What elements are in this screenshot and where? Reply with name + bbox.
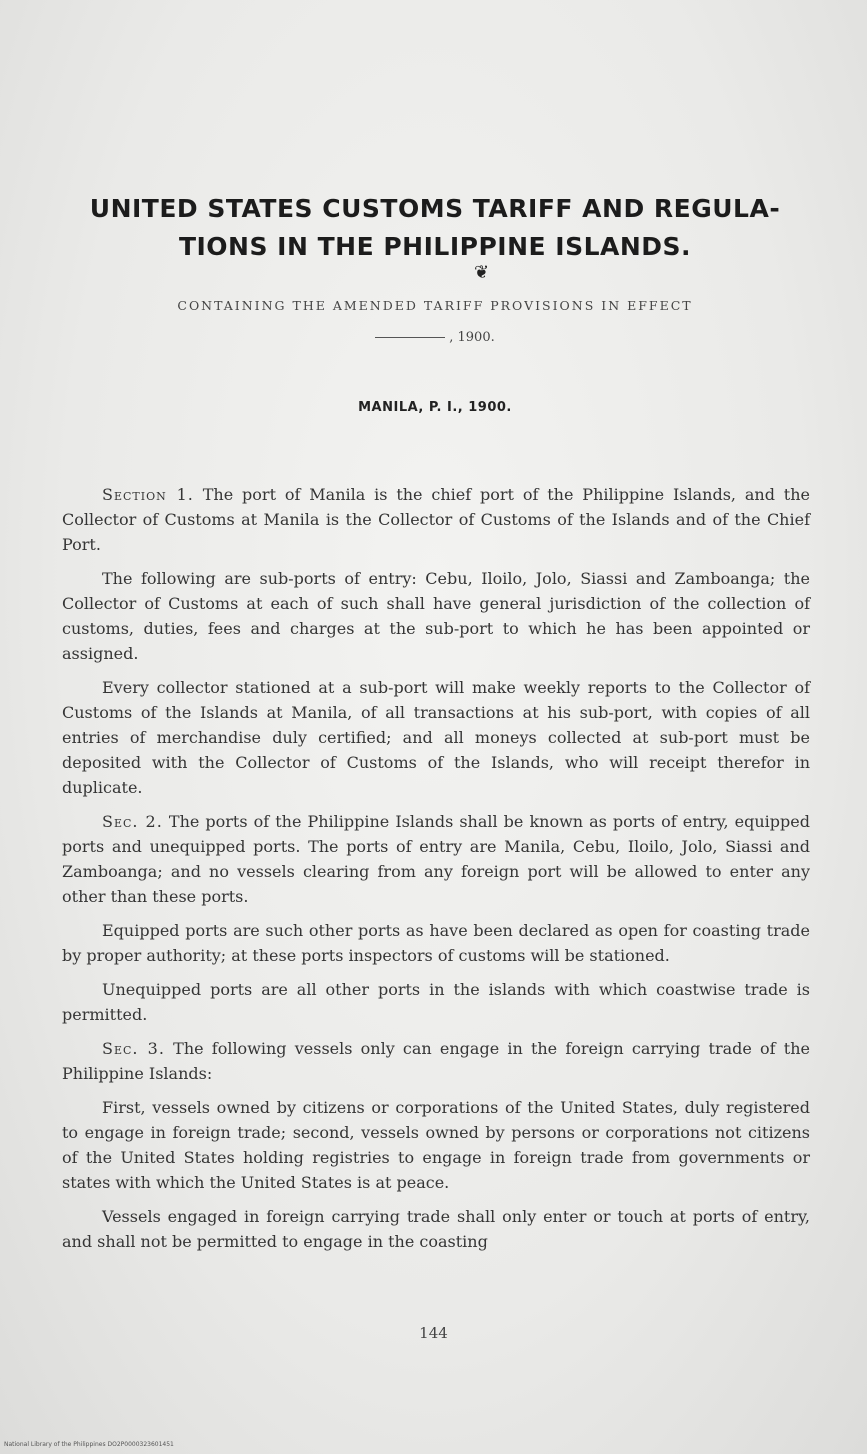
page-title <box>60 190 810 266</box>
date-year: , 1900. <box>449 330 495 345</box>
paragraph-text: The ports of the Philippine Islands shall be known as ports of entry, equipped ports and unequipped ports. The ports of entry are Manila, Cebu, Iloilo, Jolo, Siassi and Zamboanga; and no vessels clearing from any foreign port will be allowed to enter any other than these ports. <box>62 812 810 906</box>
blank-date-rule <box>375 337 445 338</box>
paragraph <box>62 809 810 909</box>
page-number: 144 <box>419 1324 448 1342</box>
paragraph-text: Equipped ports are such other ports as have been declared as open for coasting trade by proper authority; at these ports inspectors of customs will be stationed. <box>62 921 810 965</box>
paragraph <box>62 918 810 968</box>
paragraph <box>62 675 810 800</box>
paragraph-text: The following vessels only can engage in the foreign carrying trade of the Philippine Islands: <box>62 1039 810 1083</box>
paragraph-text: First, vessels owned by citizens or corporations of the United States, duly registered to engage in foreign trade; second, vessels owned by persons or corporations not citizens of the United States holding registries to engage in foreign trade from governments or states with which the United States is at peace. <box>62 1098 810 1192</box>
section-lead: Sec. 2. <box>102 812 163 831</box>
paragraph-text: Unequipped ports are all other ports in the islands with which coastwise trade is permitted. <box>62 980 810 1024</box>
title-line-1: UNITED STATES CUSTOMS TARIFF AND REGULA- <box>89 194 781 223</box>
fleuron-icon: ❦ <box>474 262 490 283</box>
paragraph <box>62 977 810 1027</box>
paragraph <box>62 566 810 666</box>
title-line-2: TIONS IN THE PHILIPPINE ISLANDS. <box>178 232 692 261</box>
place-line: MANILA, P. I., 1900. <box>358 400 512 415</box>
paragraph-text: The following are sub-ports of entry: Cebu, Iloilo, Jolo, Siassi and Zamboanga; the Collector of Customs at each of such shall have general jurisdiction of the collection of customs, duties, fees and charges at the sub-port to which he has been appointed or assigned. <box>62 569 810 663</box>
paragraph <box>62 1036 810 1086</box>
section-lead: Sec. 3. <box>102 1039 165 1058</box>
paragraph-text: Vessels engaged in foreign carrying trade shall only enter or touch at ports of entry, and shall not be permitted to engage in the coasting <box>62 1207 810 1251</box>
paragraph-text: The port of Manila is the chief port of the Philippine Islands, and the Collector of Customs at Manila is the Collector of Customs of the Islands and of the Chief Port. <box>62 485 810 554</box>
paragraph <box>62 482 810 557</box>
date-line <box>80 330 790 345</box>
paragraph <box>62 1204 810 1254</box>
subtitle: CONTAINING THE AMENDED TARIFF PROVISIONS IN EFFECT <box>177 298 693 313</box>
footer-credit: National Library of the Philippines DO2P0000323601451 <box>4 1441 174 1448</box>
section-lead: Section 1. <box>102 485 194 504</box>
body-text <box>62 482 810 1263</box>
paragraph <box>62 1095 810 1195</box>
paragraph-text: Every collector stationed at a sub-port will make weekly reports to the Collector of Customs of the Islands at Manila, of all transactions at his sub-port, with copies of all entries of merchandise duly certified; and all moneys collected at sub-port must be deposited with the Collector of Customs of the Islands, who will receipt therefor in duplicate. <box>62 678 810 797</box>
